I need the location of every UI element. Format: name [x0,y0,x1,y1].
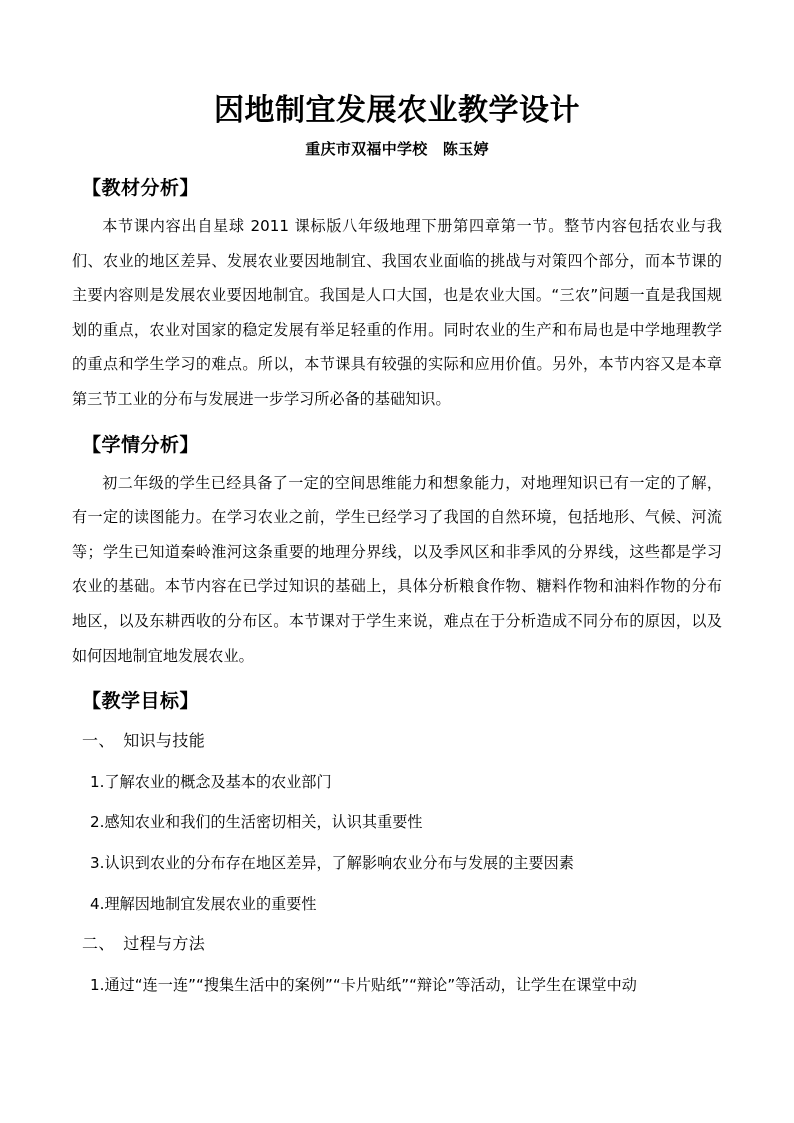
page-title: 因地制宜发展农业教学设计 [214,93,580,128]
document-content [72,0,722,1002]
document-byline: 重庆市双福中学校 陈玉婷 [305,140,489,158]
section-paragraph-textbook-analysis: 本节课内容出自星球 2011 课标版八年级地理下册第四章第一节。整节内容包括农业与我们、农业的地区差异、发展农业要因地制宜、我国农业面临的挑战与对策四个部分，而本节课的主要内容则是发展农业要因地制宜。我国是人口大国，也是农业大国。“三农”问题一直是我国规划的重点，农业对国家的稳定发展有举足轻重的作用。同时农业的生产和布局也是中学地理教学的重点和学生学习的难点。所以，本节课具有较强的实际和应用价值。另外，本节内容又是本章第三节工业的分布与发展进一步学习所必备的基础知识。 [72,217,722,408]
objective-item-knowledge-4: 4.理解因地制宜发展农业的重要性 [90,894,317,913]
section-heading-teaching-objectives: 【教学目标】 [82,690,200,713]
section-heading-student-analysis: 【学情分析】 [82,433,200,456]
section-heading-textbook-analysis: 【教材分析】 [82,177,200,199]
objective-group-label-process-methods: 二、 过程与方法 [82,934,206,954]
objective-item-process-1: 1.通过“连一连”“搜集生活中的案例”“卡片贴纸”“辩论”等活动，让学生在课堂中动 [90,975,637,994]
section-paragraph-student-analysis: 初二年级的学生已经具备了一定的空间思维能力和想象能力，对地理知识已有一定的了解，有一定的读图能力。在学习农业之前，学生已经学习了我国的自然环境，包括地形、气候、河流等；学生已知道秦岭淮河这条重要的地理分界线，以及季风区和非季风的分界线，这些都是学习农业的基础。本节内容在已学过知识的基础上，具体分析粮食作物、糖料作物和油料作物的分布地区，以及东耕西收的分布区。本节课对于学生来说，难点在于分析造成不同分布的原因，以及如何因地制宜地发展农业。 [72,473,722,665]
objective-item-knowledge-1: 1.了解农业的概念及基本的农业部门 [90,772,332,791]
objective-item-knowledge-2: 2.感知农业和我们的生活密切相关，认识其重要性 [90,813,423,832]
objective-item-knowledge-3: 3.认识到农业的分布存在地区差异，了解影响农业分布与发展的主要因素 [90,853,574,872]
objective-group-label-knowledge-skills: 一、 知识与技能 [82,731,206,751]
